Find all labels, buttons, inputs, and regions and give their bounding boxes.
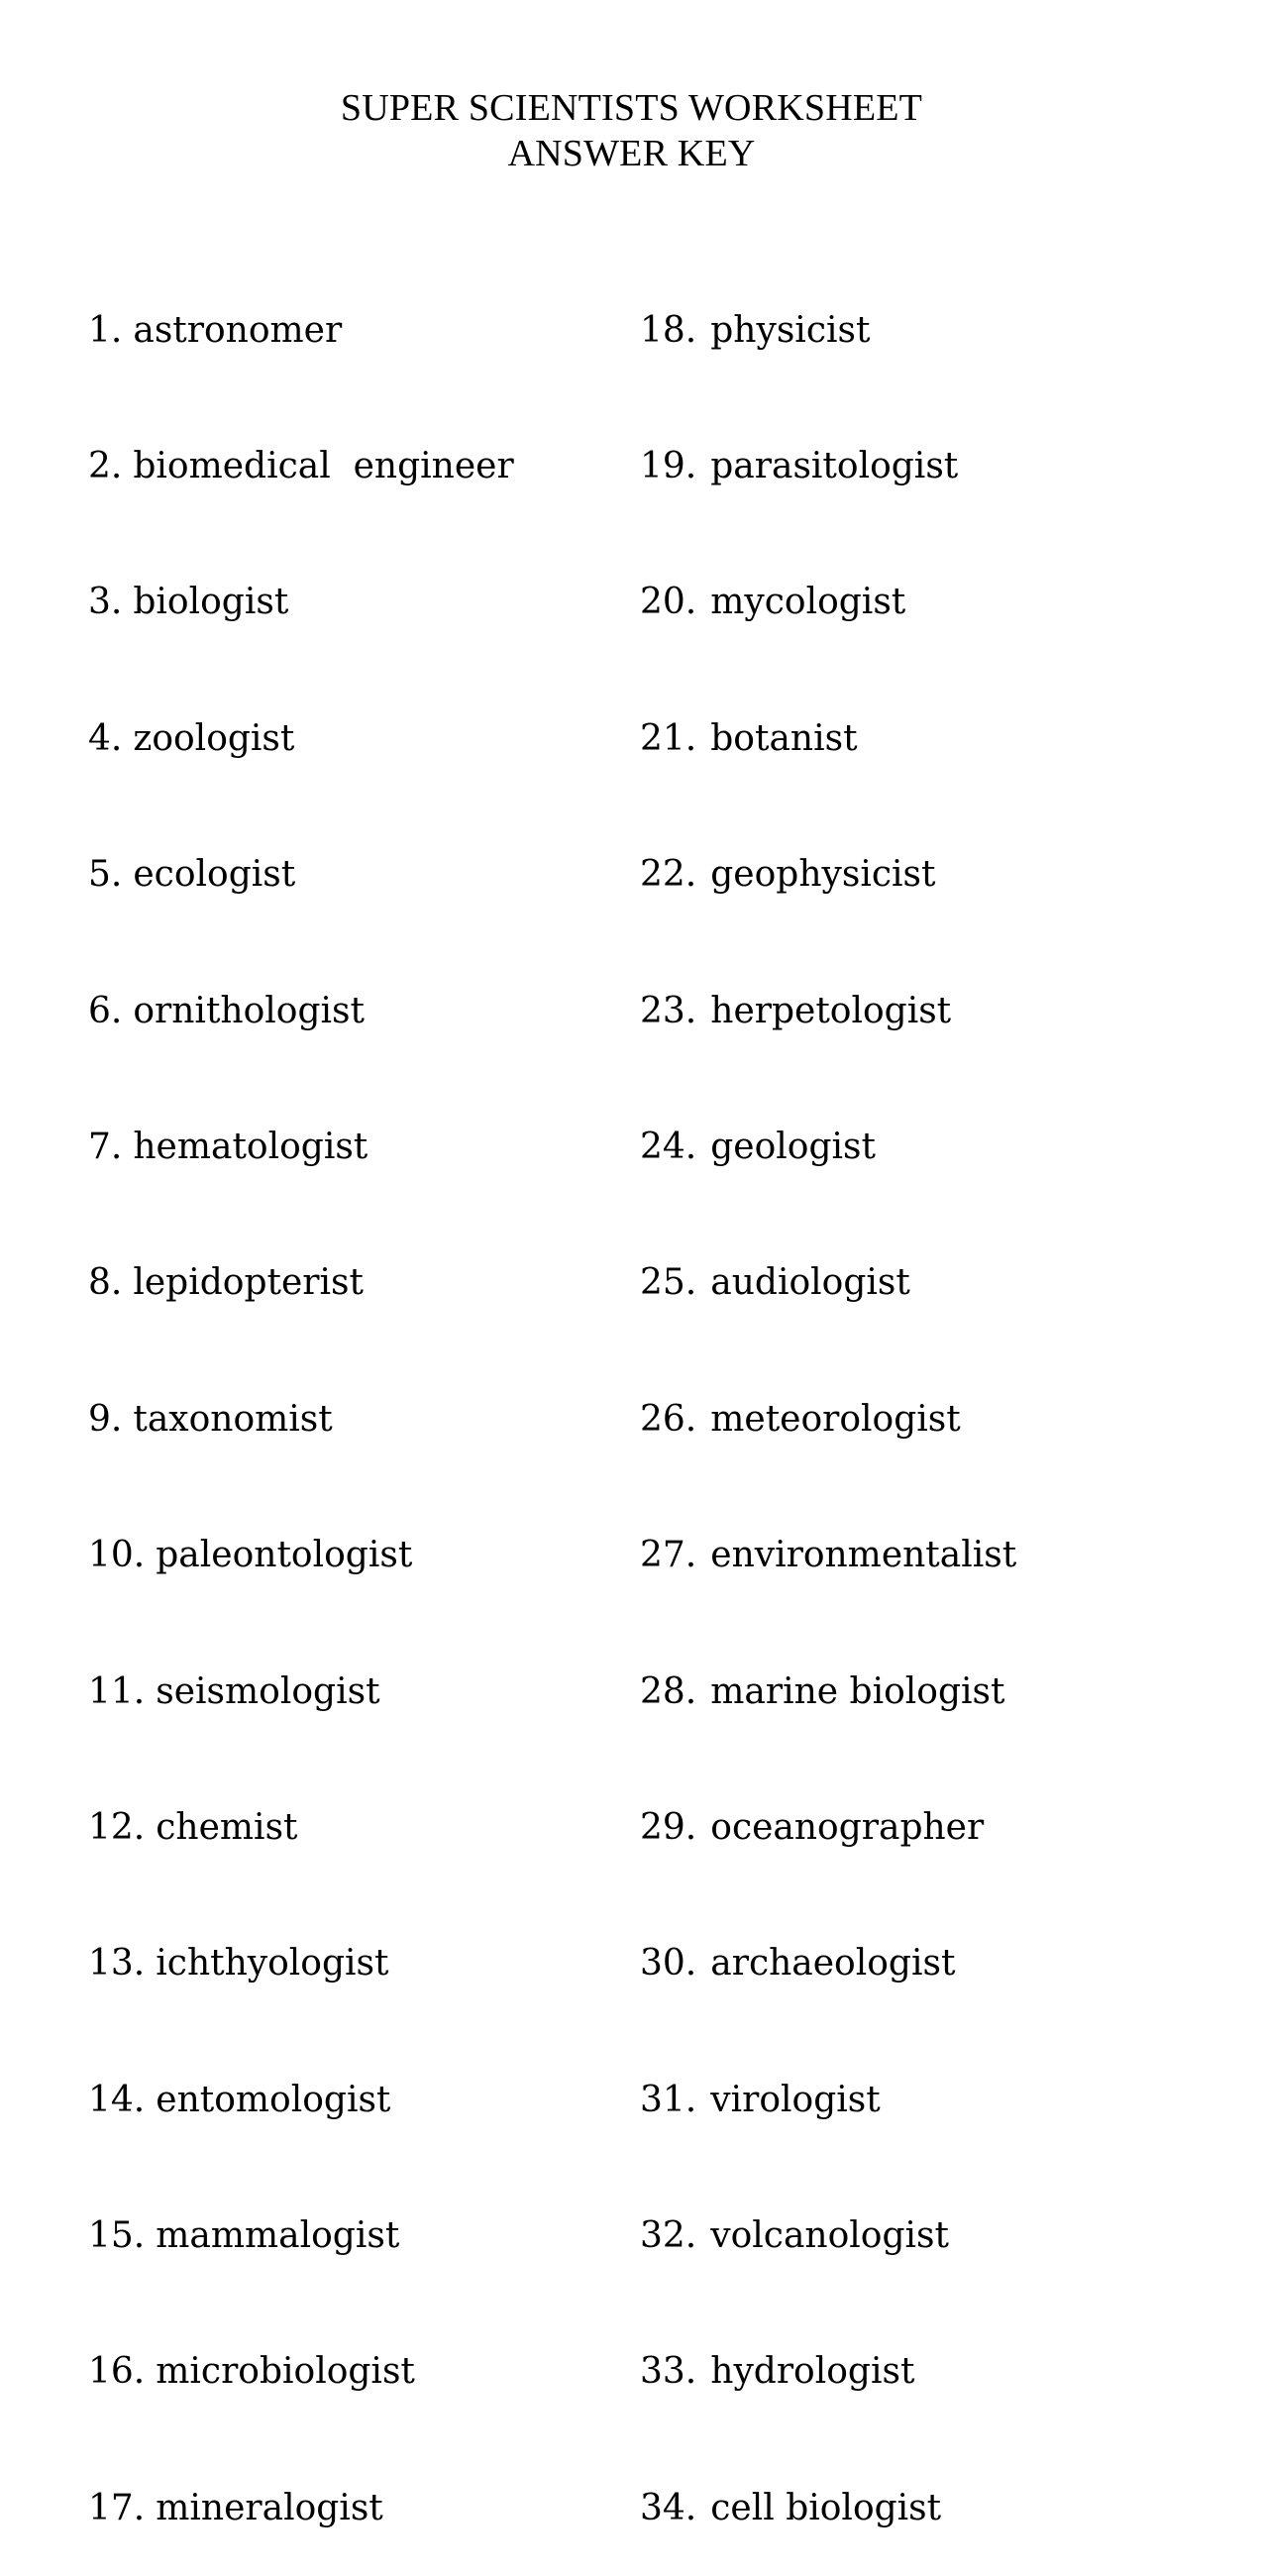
answer-text: oceanographer	[710, 1806, 985, 1848]
answer-item	[640, 580, 1016, 625]
answer-number: 22.	[640, 854, 697, 896]
answer-number: 28.	[640, 1670, 697, 1712]
answer-text: physicist	[710, 309, 871, 351]
answer-item	[88, 580, 514, 625]
answer-item	[640, 716, 1016, 762]
answer-item	[640, 2349, 1016, 2395]
answer-text: ecologist	[133, 854, 296, 896]
answer-item	[640, 308, 1016, 354]
answer-number: 25.	[640, 1262, 697, 1304]
answer-item	[88, 2078, 514, 2123]
answer-item	[88, 716, 514, 762]
answer-text: paleontologist	[156, 1535, 413, 1576]
answer-number: 11.	[88, 1670, 146, 1712]
answer-text: parasitologist	[710, 445, 959, 486]
answer-item	[88, 2349, 514, 2395]
answer-item	[640, 1805, 1016, 1851]
answer-number: 19.	[640, 445, 697, 486]
answer-text: ornithologist	[133, 990, 365, 1031]
answer-number: 23.	[640, 990, 697, 1031]
answer-text: meteorologist	[710, 1398, 961, 1440]
answer-number: 14.	[88, 2079, 146, 2120]
answer-item	[88, 1260, 514, 1306]
answer-item	[88, 1125, 514, 1170]
answer-number: 29.	[640, 1806, 697, 1848]
answer-number: 30.	[640, 1943, 697, 1985]
answer-text: seismologist	[156, 1670, 380, 1712]
answer-text: chemist	[156, 1806, 298, 1848]
answer-text: mycologist	[710, 582, 906, 623]
answer-text: astronomer	[133, 309, 343, 351]
answer-text: hematologist	[133, 1126, 368, 1167]
answer-number: 24.	[640, 1126, 697, 1167]
answer-number: 10.	[88, 1535, 146, 1576]
answer-text: environmentalist	[710, 1535, 1017, 1576]
answer-item	[640, 852, 1016, 898]
answer-item	[640, 1397, 1016, 1443]
answer-text: entomologist	[156, 2079, 391, 2120]
answer-number: 34.	[640, 2487, 697, 2528]
answer-text: archaeologist	[710, 1943, 956, 1985]
answer-item	[640, 2486, 1016, 2531]
answer-item	[88, 1533, 514, 1578]
answer-number: 2.	[88, 445, 123, 486]
answer-item	[640, 1533, 1016, 1578]
answer-list-right	[640, 217, 1016, 2576]
answer-number: 18.	[640, 309, 697, 351]
answer-text: lepidopterist	[133, 1262, 364, 1304]
answer-item	[88, 2486, 514, 2531]
answer-text: taxonomist	[133, 1398, 333, 1440]
answer-text: biologist	[133, 582, 289, 623]
answer-item	[88, 852, 514, 898]
answer-number: 7.	[88, 1126, 123, 1167]
answer-number: 13.	[88, 1943, 146, 1985]
answer-list-left	[88, 217, 514, 2576]
answer-item	[88, 1941, 514, 1986]
page-title: SUPER SCIENTISTS WORKSHEET	[340, 87, 923, 129]
answer-number: 9.	[88, 1398, 123, 1440]
answer-item	[640, 1260, 1016, 1306]
answer-item	[640, 1941, 1016, 1986]
answer-number: 32.	[640, 2215, 697, 2257]
answer-number: 4.	[88, 717, 123, 759]
answer-text: geophysicist	[710, 854, 936, 896]
answer-number: 17.	[88, 2487, 146, 2528]
answer-item	[640, 444, 1016, 489]
answer-number: 5.	[88, 854, 123, 896]
answer-item	[640, 2078, 1016, 2123]
answer-item	[88, 444, 514, 489]
page-subtitle: ANSWER KEY	[507, 133, 756, 174]
answer-text: zoologist	[133, 717, 295, 759]
answer-number: 21.	[640, 717, 697, 759]
answer-text: geologist	[710, 1126, 876, 1167]
answer-text: botanist	[710, 717, 858, 759]
answer-number: 8.	[88, 1262, 123, 1304]
answer-item	[88, 2213, 514, 2259]
answer-item	[640, 1125, 1016, 1170]
answer-text: volcanologist	[710, 2215, 949, 2257]
answer-item	[88, 989, 514, 1034]
answer-text: biomedical engineer	[133, 445, 514, 486]
answer-text: ichthyologist	[156, 1943, 389, 1985]
answer-text: audiologist	[710, 1262, 910, 1304]
answer-item	[640, 1669, 1016, 1715]
answer-item	[88, 1669, 514, 1715]
answer-item	[640, 989, 1016, 1034]
answer-number: 20.	[640, 582, 697, 623]
answer-text: hydrologist	[710, 2351, 915, 2393]
worksheet-header	[0, 85, 1263, 176]
answer-number: 31.	[640, 2079, 697, 2120]
answer-number: 3.	[88, 582, 123, 623]
answer-number: 15.	[88, 2215, 146, 2257]
answer-item	[88, 1397, 514, 1443]
answer-text: cell biologist	[710, 2487, 942, 2528]
answer-text: marine biologist	[710, 1670, 1005, 1712]
answer-text: mammalogist	[156, 2215, 400, 2257]
answer-text: mineralogist	[156, 2487, 383, 2528]
answer-number: 1.	[88, 309, 123, 351]
answer-item	[88, 1805, 514, 1851]
answer-number: 6.	[88, 990, 123, 1031]
answer-number: 12.	[88, 1806, 146, 1848]
answer-item	[640, 2213, 1016, 2259]
answer-number: 16.	[88, 2351, 146, 2393]
answer-text: virologist	[710, 2079, 881, 2120]
answer-item	[88, 308, 514, 354]
answer-number: 26.	[640, 1398, 697, 1440]
answer-text: herpetologist	[710, 990, 952, 1031]
answer-text: microbiologist	[156, 2351, 415, 2393]
answer-number: 27.	[640, 1535, 697, 1576]
answer-number: 33.	[640, 2351, 697, 2393]
